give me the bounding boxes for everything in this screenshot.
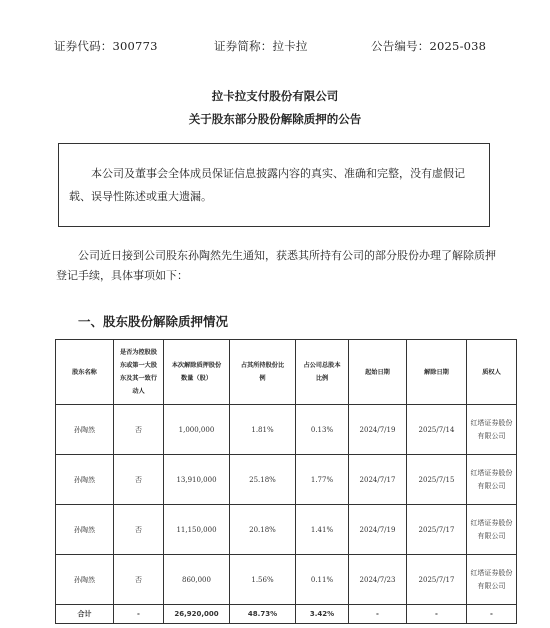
pledgee-cell: 红塔证券股份有限公司 [467,455,517,505]
total-cell: - [349,605,407,624]
shareholder-cell: 孙陶然 [56,455,114,505]
stock-abbreviation: 证券简称：拉卡拉 [214,39,308,53]
total-capital-ratio-cell: 3.42% [296,605,349,624]
section-title: 一、股东股份解除质押情况 [78,314,229,329]
start-date-cell: 2024/7/17 [349,455,407,505]
holding-ratio-cell: 1.56% [230,555,296,605]
holding-ratio-cell: 20.18% [230,505,296,555]
notice-number: 公告编号：2025-038 [371,39,487,53]
table-header-cell: 股东名称 [56,340,114,405]
notice-title: 关于股东部分股份解除质押的公告 [188,112,362,126]
table-row [56,455,517,505]
release-date-cell: 2025/7/17 [407,505,467,555]
stock-code: 证券代码：300773 [54,39,158,53]
pledgee-cell: 红塔证券股份有限公司 [467,405,517,455]
table-header-cell: 本次解除质押股份数量（股） [164,340,230,405]
total-ratio-cell: 0.11% [296,555,349,605]
total-ratio-cell: 0.13% [296,405,349,455]
pledgee-cell: 红塔证券股份有限公司 [467,505,517,555]
total-cell: - [467,605,517,624]
table-header-cell: 是否为控股股东或第一大股东及其一致行动人 [114,340,164,405]
controlling-cell: 否 [114,455,164,505]
table-header-cell: 占其所持股份比例 [230,340,296,405]
pledgee-cell: 红塔证券股份有限公司 [467,555,517,605]
shares-cell: 11,150,000 [164,505,230,555]
table-total-row [56,605,517,624]
holding-ratio-cell: 25.18% [230,455,296,505]
start-date-cell: 2024/7/19 [349,505,407,555]
holding-ratio-cell: 1.81% [230,405,296,455]
document-header [0,38,550,54]
total-cell: - [114,605,164,624]
total-ratio-cell: 1.77% [296,455,349,505]
intro-paragraph: 公司近日接到公司股东孙陶然先生通知，获悉其所持有公司的部分股份办理了解除质押登记手续，具体事项如下： [56,249,496,282]
shares-cell: 860,000 [164,555,230,605]
shares-cell: 1,000,000 [164,405,230,455]
table-header-cell: 占公司总股本比例 [296,340,349,405]
shareholder-cell: 孙陶然 [56,555,114,605]
shareholder-cell: 孙陶然 [56,505,114,555]
table-row [56,555,517,605]
table-row [56,405,517,455]
total-cell: - [407,605,467,624]
table-header-cell: 解除日期 [407,340,467,405]
release-date-cell: 2025/7/17 [407,555,467,605]
shares-cell: 13,910,000 [164,455,230,505]
controlling-cell: 否 [114,405,164,455]
total-ratio-cell: 1.41% [296,505,349,555]
table-row [56,505,517,555]
release-date-cell: 2025/7/15 [407,455,467,505]
total-label-cell: 合计 [56,605,114,624]
disclaimer-text: 本公司及董事会全体成员保证信息披露内容的真实、准确和完整，没有虚假记载、误导性陈述或重大遗漏。 [69,167,465,203]
total-shares-cell: 26,920,000 [164,605,230,624]
release-date-cell: 2025/7/14 [407,405,467,455]
total-holding-ratio-cell: 48.73% [230,605,296,624]
table-header-cell: 质权人 [467,340,517,405]
disclaimer-box [58,143,490,227]
controlling-cell: 否 [114,505,164,555]
start-date-cell: 2024/7/19 [349,405,407,455]
controlling-cell: 否 [114,555,164,605]
shareholder-cell: 孙陶然 [56,405,114,455]
table-header-row [56,340,517,405]
pledge-release-table [55,339,517,624]
start-date-cell: 2024/7/23 [349,555,407,605]
table-header-cell: 起始日期 [349,340,407,405]
company-name: 拉卡拉支付股份有限公司 [211,89,339,103]
